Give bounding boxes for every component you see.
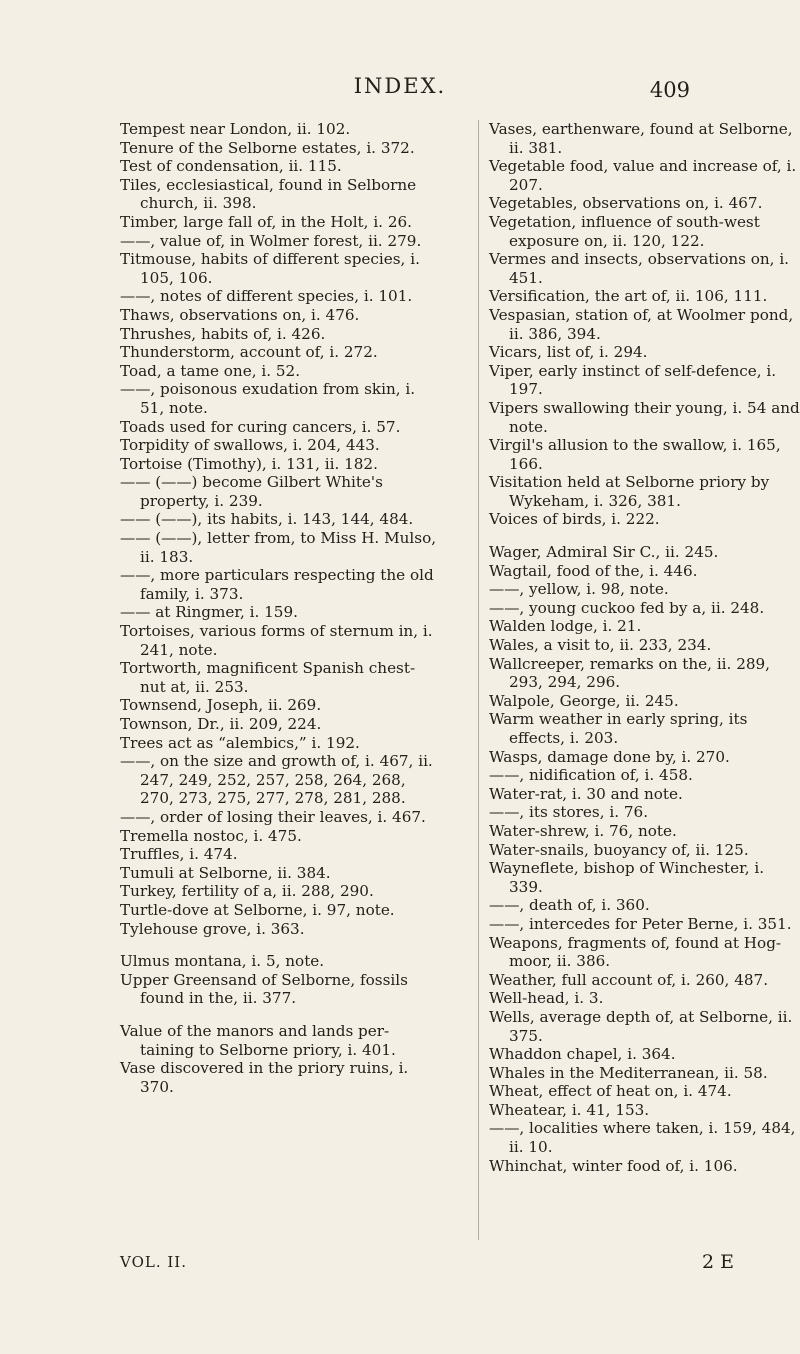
index-entry: Townson, Dr., ii. 209, 224. [120,715,322,733]
section-gap [489,529,800,543]
index-entry: Vicars, list of, i. 294. [489,343,648,362]
signature-mark: 2 E [702,1251,734,1273]
index-entry: Vegetable food, value and increase of, i. 207. [489,157,797,194]
index-entry: Wagtail, food of the, i. 446. [489,561,698,580]
index-entry: Torpidity of swallows, i. 204, 443. [120,436,380,455]
index-entry: Thrushes, habits of, i. 426. [120,324,326,343]
index-entry: ——, on the size and growth of, i. 467, ii. 247, 249, 252, 257, 258, 264, 268, 270, 273, 275, 277, 278, 281, 288. [120,752,433,808]
index-entry: ——, value of, in Wolmer forest, ii. 279. [120,231,422,250]
index-entry: Tortoise (Timothy), i. 131, ii. 182. [120,454,378,473]
index-entry: Whinchat, winter food of, i. 106. [489,1156,738,1175]
index-column-right [478,120,800,1240]
section-gap [120,938,440,952]
index-entry: Wheat, effect of heat on, i. 474. [489,1082,732,1101]
index-entry: ——, localities where taken, i. 159, 484, ii. 10. [489,1119,796,1157]
index-entry: Timber, large fall of, in the Holt, i. 26. [120,212,412,231]
index-entry: Value of the manors and lands per-taining to Selborne priory, i. 401. [120,1021,396,1059]
running-head [0,70,800,110]
index-entry: Tumuli at Selborne, ii. 384. [120,863,331,882]
index-entry: Weather, full account of, i. 260, 487. [489,970,769,989]
index-entry: Virgil's allusion to the swallow, i. 165, 166. [489,436,781,473]
index-entry: —— at Ringmer, i. 159. [120,603,298,622]
index-entry: Toad, a tame one, i. 52. [120,361,301,380]
index-entry: ——, yellow, i. 98, note. [489,580,669,599]
index-entry: Upper Greensand of Selborne, fossils found in the, ii. 377. [120,970,408,1008]
index-entry: Whaddon chapel, i. 364. [489,1045,676,1064]
index-entry: Truffles, i. 474. [120,845,238,864]
index-entry: Trees act as “alembics,” i. 192. [120,733,360,752]
index-entry: Tortoises, various forms of sternum in, i. 241, note. [120,622,433,659]
index-entry: Water-shrew, i. 76, note. [489,821,677,840]
index-column-left [120,120,440,1096]
index-entry: Vespasian, station of, at Woolmer pond, ii. 386, 394. [489,305,794,343]
index-entry: Tenure of the Selborne estates, i. 372. [120,138,415,157]
index-entry: Wallcreeper, remarks on the, ii. 289, 293, 294, 296. [489,654,771,692]
index-entry: Wager, Admiral Sir C., ii. 245. [489,543,719,562]
index-entry: ——, young cuckoo fed by a, ii. 248. [489,598,765,617]
index-entry: ——, intercedes for Peter Berne, i. 351. [489,914,792,933]
index-entry: Turtle-dove at Selborne, i. 97, note. [120,900,395,919]
index-entry: ——, order of losing their leaves, i. 467. [120,807,426,826]
index-entry: Test of condensation, ii. 115. [120,157,342,176]
index-entry: —— (——), letter from, to Miss H. Mulso, ii. 183. [120,529,437,566]
page-title: INDEX. [353,74,447,98]
index-entry: Vermes and insects, observations on, i. 451. [489,250,790,287]
index-entry: Vase discovered in the priory ruins, i. 370. [120,1059,409,1096]
index-entry: Tempest near London, ii. 102. [120,120,351,138]
index-entry: Vipers swallowing their young, i. 54 and note. [489,398,800,436]
index-entry: Tiles, ecclesiastical, found in Selborne church, ii. 398. [120,175,417,213]
volume-label: VOL. II. [120,1253,187,1271]
index-entry: Tremella nostoc, i. 475. [120,826,302,845]
index-entry: —— (——) become Gilbert White's property, i. 239. [120,473,383,510]
index-entry: Weapons, fragments of, found at Hog-moor, ii. 386. [489,933,782,971]
index-entry: Voices of birds, i. 222. [489,510,660,529]
index-entry: Viper, early instinct of self-defence, i. 197. [489,361,777,399]
index-entry: ——, more particulars respecting the old family, i. 373. [120,566,434,603]
index-entry: Water-rat, i. 30 and note. [489,784,683,803]
index-entry: ——, poisonous exudation from skin, i. 51, note. [120,380,416,417]
index-entry: Townsend, Joseph, ii. 269. [120,696,322,715]
index-entry: Wales, a visit to, ii. 233, 234. [489,636,712,655]
index-entry: Tylehouse grove, i. 363. [120,919,305,938]
index-entry: ——, death of, i. 360. [489,896,650,915]
index-entry: Vegetation, influence of south-west exposure on, ii. 120, 122. [489,212,760,250]
index-entry: Tortworth, magnificent Spanish chest-nut at, ii. 253. [120,659,416,696]
index-entry: ——, its stores, i. 76. [489,803,649,822]
index-entry: Walden lodge, i. 21. [489,617,642,636]
index-entry: Toads used for curing cancers, i. 57. [120,417,401,436]
index-entry: Warm weather in early spring, its effects, i. 203. [489,710,748,747]
index-entry: Water-snails, buoyancy of, ii. 125. [489,840,749,859]
index-entry: Thaws, observations on, i. 476. [120,305,360,324]
index-entry: Turkey, fertility of a, ii. 288, 290. [120,882,374,901]
index-entry: Visitation held at Selborne priory by Wykeham, i. 326, 381. [489,473,770,510]
index-entry: Versification, the art of, ii. 106, 111. [489,287,768,306]
page-number: 409 [649,78,690,102]
index-entry: Thunderstorm, account of, i. 272. [120,343,378,362]
index-entry: Vegetables, observations on, i. 467. [489,194,763,213]
index-entry: Walpole, George, ii. 245. [489,691,679,710]
index-entry: Wasps, damage done by, i. 270. [489,747,730,766]
index-entry: ——, notes of different species, i. 101. [120,287,413,306]
index-entry: Wells, average depth of, at Selborne, ii. 375. [489,1007,793,1045]
index-entry: Wayneflete, bishop of Winchester, i. 339. [489,859,765,896]
index-entry: Wheatear, i. 41, 153. [489,1100,650,1119]
index-entry: Vases, earthenware, found at Selborne, ii. 381. [489,120,793,157]
index-entry: —— (——), its habits, i. 143, 144, 484. [120,510,414,529]
index-entry: Well-head, i. 3. [489,989,604,1008]
index-entry: Whales in the Mediterranean, ii. 58. [489,1063,768,1082]
index-entry: Ulmus montana, i. 5, note. [120,952,325,971]
section-gap [120,1008,440,1022]
index-entry: Titmouse, habits of different species, i. 105, 106. [120,250,420,287]
index-entry: ——, nidification of, i. 458. [489,766,693,785]
